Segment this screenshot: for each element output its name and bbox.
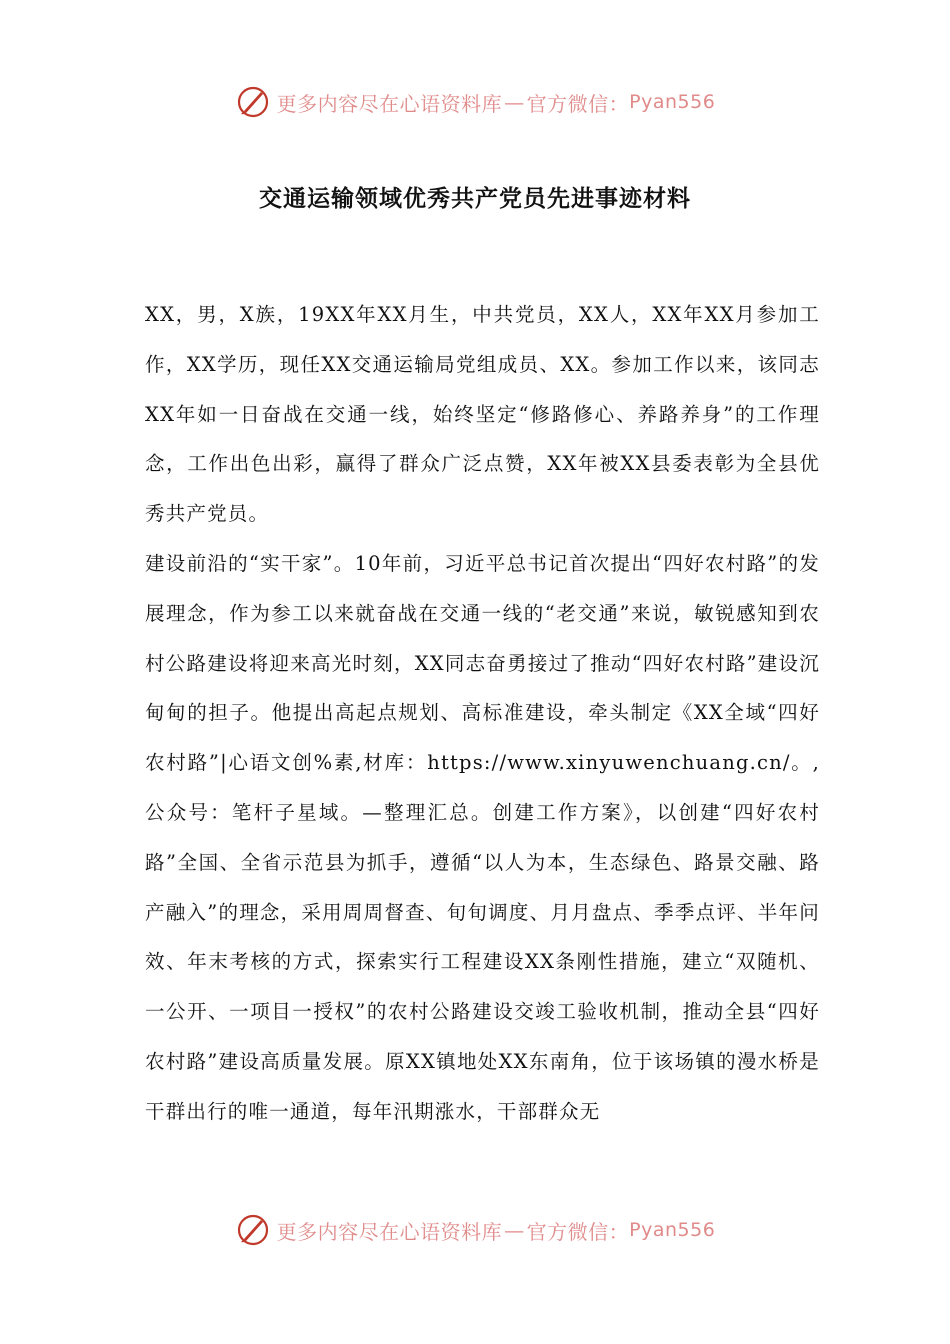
watermark-wechat-id: Pyan556 <box>629 91 716 113</box>
watermark-separator: — <box>504 1218 525 1242</box>
footer-watermark <box>0 1208 950 1252</box>
quill-seal-icon <box>235 84 271 120</box>
paragraph-frontline: 建设前沿的“实干家”。10年前，习近平总书记首次提出“四好农村路”的发展理念，作为参工以来就奋战在交通一线的“老交通”来说，敏锐感知到农村公路建设将迎来高光时刻，XX同志奋勇接过了推动“四好农村路”建设沉甸甸的担子。他提出高起点规划、高标准建设，牵头制定《XX全域“四好农村路”|心语文创%素,材库：https://www.xinyuwenchuang.cn/。,公众号：笔杆子星域。—整理汇总。创建工作方案》，以创建“四好农村路”全国、全省示范县为抓手，遵循“以人为本，生态绿色、路景交融、路产融入”的理念，采用周周督查、旬旬调度、月月盘点、季季点评、半年问效、年末考核的方式，探索实行工程建设XX条刚性措施，建立“双随机、一公开、一项目一授权”的农村公路建设交竣工验收机制，推动全县“四好农村路”建设高质量发展。原XX镇地处XX东南角，位于该场镇的漫水桥是干群出行的唯一通道，每年汛期涨水，干部群众无 <box>145 551 820 1123</box>
watermark-wechat-label: 官方微信： <box>526 1219 630 1244</box>
watermark-wechat-id: Pyan556 <box>629 1219 716 1241</box>
header-watermark <box>0 80 950 124</box>
watermark-text: 更多内容尽在心语资料库 <box>276 1219 503 1244</box>
watermark-text: 更多内容尽在心语资料库 <box>276 91 503 116</box>
watermark-wechat-label: 官方微信： <box>526 91 630 116</box>
quill-seal-icon <box>235 1212 271 1248</box>
paragraph-intro: XX，男，X族，19XX年XX月生，中共党员，XX人，XX年XX月参加工作，XX学历，现任XX交通运输局党组成员、XX。参加工作以来，该同志XX年如一日奋战在交通一线，始终坚定“修路修心、养路养身”的工作理念，工作出色出彩，赢得了群众广泛点赞，XX年被XX县委表彰为全县优秀共产党员。 <box>145 303 820 526</box>
document-body <box>145 290 820 1137</box>
document-title: 交通运输领域优秀共产党员先进事迹材料 <box>259 186 691 212</box>
watermark-separator: — <box>504 90 525 114</box>
